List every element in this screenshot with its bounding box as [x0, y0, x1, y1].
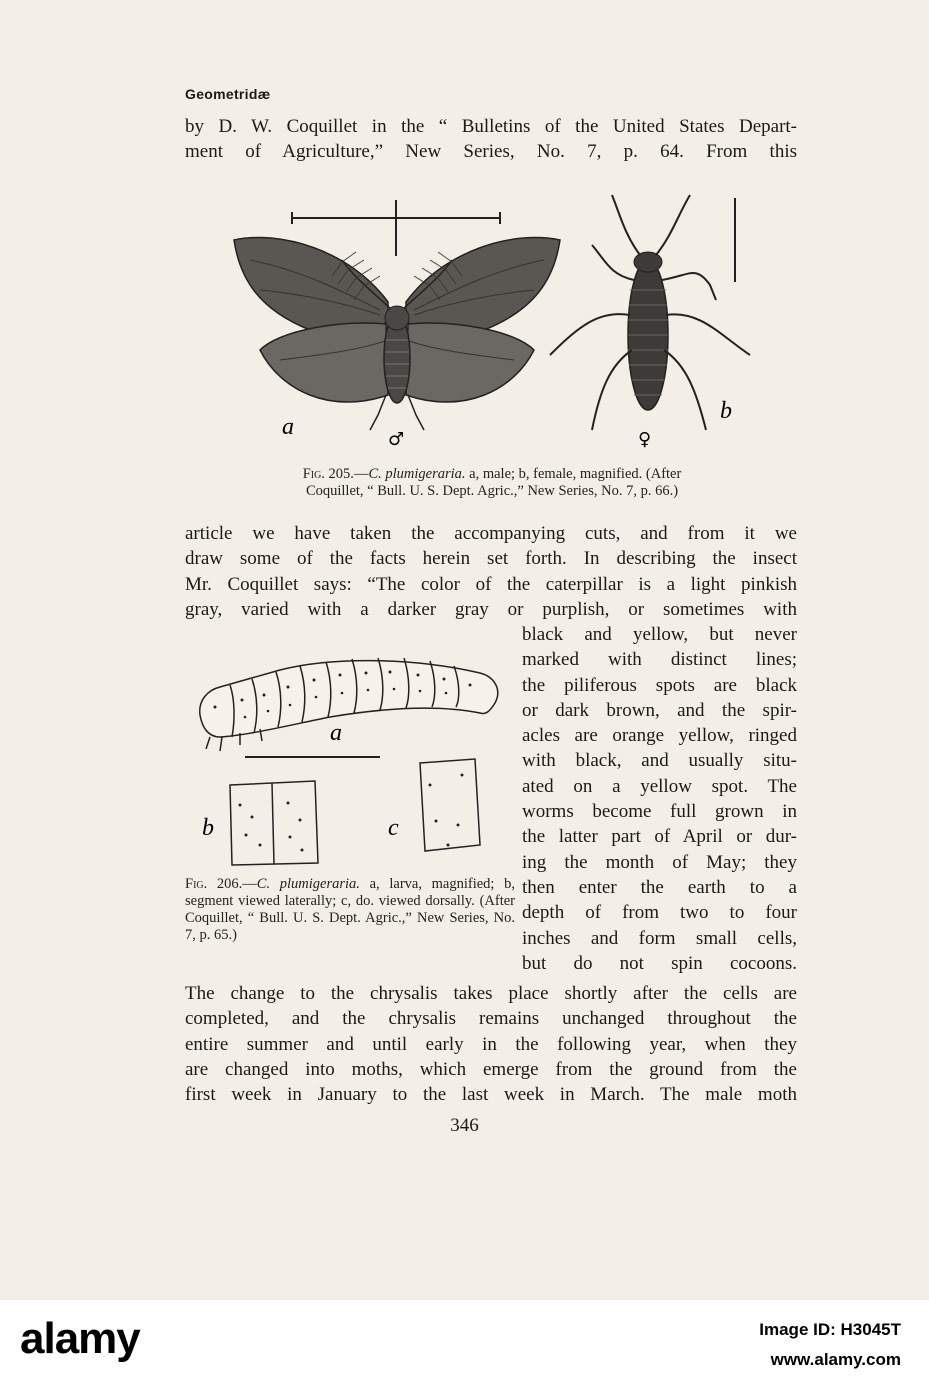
figure-label-a: a — [282, 414, 294, 440]
text-line: but do not spin cocoons. — [522, 952, 797, 974]
text-line: by D. W. Coquillet in the “ Bulletins of the United States Depart- — [185, 116, 797, 137]
text-line: inches and form small cells, — [522, 927, 797, 949]
caption-species: C. plumigeraria. — [368, 466, 466, 482]
text-line: then enter the earth to a — [522, 876, 797, 898]
text-line: completed, and the chrysalis remains unchanged throughout the — [185, 1008, 797, 1030]
figure-label-b: b — [202, 815, 214, 841]
figure-206-caption: Fig. 206.—C. plumigeraria. a, larva, magnified; b, segment viewed laterally; c, do. viewed dorsally. (After Coquillet, “ Bull. U. S. Dept. Agric.,” New Series, No. 7, p. 65.) — [185, 876, 515, 943]
paragraph-2 — [185, 521, 797, 622]
page-number: 346 — [450, 1115, 479, 1136]
running-header: Geometridæ — [185, 86, 271, 102]
text-line: The change to the chrysalis takes place shortly after the cells are — [185, 983, 797, 1004]
text-line: ated on a yellow spot. The — [522, 775, 797, 797]
male-moth-drawing — [234, 238, 560, 430]
larva-drawing — [200, 658, 498, 751]
text-line: marked with distinct lines; — [522, 649, 797, 671]
caption-text: a, larva, magnified; b, segment viewed laterally; c, do. viewed dorsally. (After Coquillet, “ Bull. U. S. Dept. Agric.,” New Series, No. 7, p. 65.) — [185, 876, 515, 943]
text-line: the piliferous spots are black — [522, 674, 797, 696]
caption-fig-number: Fig. 205. — [302, 466, 354, 482]
alamy-logo: alamy — [20, 1314, 140, 1363]
female-symbol: ♀ — [638, 429, 652, 450]
text-line: worms become full grown in — [522, 801, 797, 823]
image-id: Image ID: H3045T — [759, 1320, 901, 1339]
paragraph-3 — [185, 981, 797, 1107]
figure-205-moths — [220, 190, 760, 460]
text-line: article we have taken the accompanying cuts, and from it we — [185, 523, 797, 544]
text-line: ing the month of May; they — [522, 851, 797, 873]
segment-dorsal-drawing — [420, 759, 480, 851]
caption-species: C. plumigeraria. — [256, 876, 360, 892]
male-symbol: ♂ — [388, 429, 405, 450]
text-line: draw some of the facts herein set forth. In describing the insect — [185, 548, 797, 570]
text-line: gray, varied with a darker gray or purplish, or sometimes with — [185, 598, 797, 620]
paragraph-2-column — [522, 622, 797, 976]
caption-fig-number: Fig. 206. — [185, 876, 243, 892]
text-line: or dark brown, and the spir- — [522, 699, 797, 721]
paragraph-1 — [185, 114, 797, 165]
text-line: are changed into moths, which emerge from the ground from the — [185, 1058, 797, 1080]
text-line: first week in January to the last week in March. The male moth — [185, 1084, 797, 1106]
caption-text-line2: Coquillet, “ Bull. U. S. Dept. Agric.,” New Series, No. 7, p. 66.) — [305, 483, 679, 499]
site-url[interactable]: www.alamy.com — [770, 1350, 901, 1369]
text-line: black and yellow, but never — [522, 624, 797, 645]
text-line: entire summer and until early in the following year, when they — [185, 1033, 797, 1055]
text-line: acles are orange yellow, ringed — [522, 725, 797, 747]
figure-label-c: c — [388, 815, 399, 841]
figure-label-b: b — [720, 398, 732, 424]
figure-206-larva — [190, 645, 510, 870]
stock-footer — [0, 1300, 929, 1390]
caption-text: a, male; b, female, magnified. (After — [465, 466, 682, 482]
segment-lateral-drawing — [230, 781, 318, 865]
figure-205-caption: Fig. 205.—C. plumigeraria. a, male; b, female, magnified. (After Coquillet, “ Bull. U. S. Dept. Agric.,” New Series, No. 7, p. 66.) — [232, 466, 752, 500]
female-moth-drawing — [550, 195, 750, 430]
text-line: the latter part of April or dur- — [522, 826, 797, 848]
text-line: with black, and usually situ- — [522, 750, 797, 772]
text-line: depth of from two to four — [522, 902, 797, 924]
text-line: ment of Agriculture,” New Series, No. 7, p. 64. From this — [185, 141, 797, 163]
figure-label-a: a — [330, 720, 342, 746]
text-line: Mr. Coquillet says: “The color of the caterpillar is a light pinkish — [185, 573, 797, 595]
